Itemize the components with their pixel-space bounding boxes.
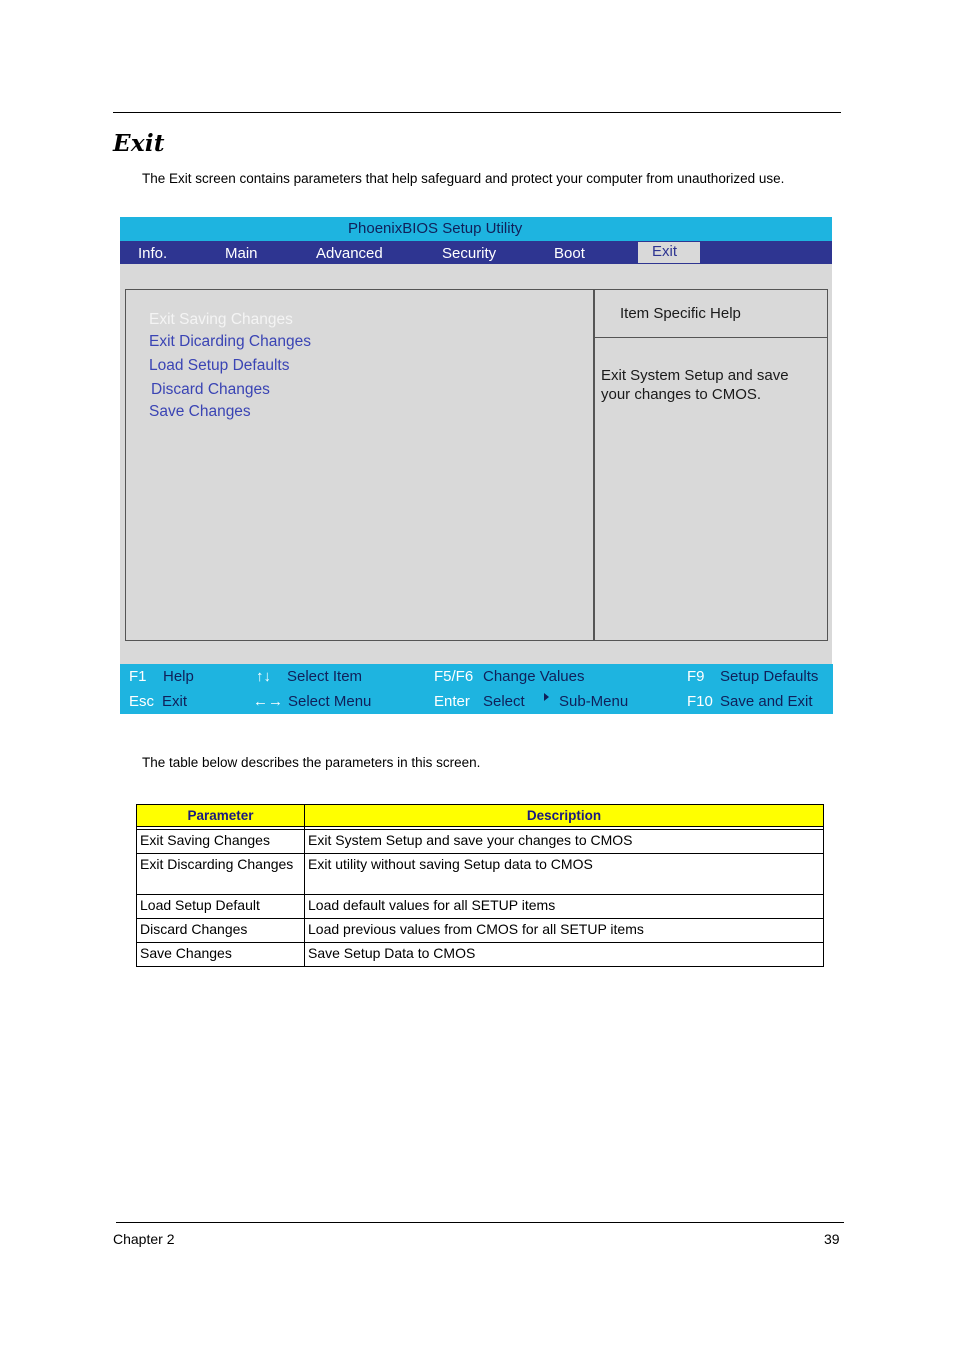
header-parameter: Parameter	[137, 805, 305, 827]
key-select-item-label: Select Item	[287, 668, 363, 685]
key-esc: Esc	[129, 693, 155, 710]
parameter-table	[136, 804, 824, 967]
bios-title-bar	[120, 217, 832, 241]
table-intro: The table below describes the parameters in this screen.	[142, 755, 481, 770]
param-cell: Exit Discarding Changes	[137, 854, 305, 895]
top-rule	[113, 112, 841, 113]
key-f1: F1	[129, 668, 147, 685]
footer-page-number: 39	[824, 1231, 840, 1247]
key-leftright-arrows: ←→	[253, 693, 283, 710]
bios-title: PhoenixBIOS Setup Utility	[348, 220, 523, 237]
option-save-changes[interactable]: Save Changes	[149, 403, 251, 420]
description-cell: Load default values for all SETUP items	[305, 895, 824, 919]
description-cell: Save Setup Data to CMOS	[305, 943, 824, 967]
intro-text: The Exit screen contains parameters that help safeguard and protect your computer from unauthorized use.	[142, 171, 785, 186]
help-text: Exit System Setup and save your changes to CMOS.	[601, 367, 789, 403]
param-cell: Exit Saving Changes	[137, 830, 305, 854]
key-setup-defaults-label: Setup Defaults	[720, 668, 819, 685]
help-panel	[593, 289, 828, 641]
header-description: Description	[305, 805, 824, 827]
option-exit-saving-changes[interactable]: Exit Saving Changes	[149, 311, 293, 328]
table-row	[137, 854, 824, 895]
menu-security[interactable]: Security	[442, 245, 497, 262]
param-cell: Save Changes	[137, 943, 305, 967]
help-title: Item Specific Help	[620, 305, 741, 322]
option-exit-discarding-changes[interactable]: Exit Dicarding Changes	[149, 333, 311, 350]
key-f9: F9	[687, 668, 705, 685]
key-f10: F10	[687, 693, 713, 710]
description-cell: Exit utility without saving Setup data to CMOS	[305, 854, 824, 895]
page-title: Exit	[113, 130, 165, 157]
bottom-rule	[116, 1222, 844, 1223]
param-cell: Load Setup Default	[137, 895, 305, 919]
key-enter: Enter	[434, 693, 470, 710]
option-discard-changes[interactable]: Discard Changes	[151, 381, 270, 398]
table-row	[137, 919, 824, 943]
key-save-and-exit-label: Save and Exit	[720, 693, 813, 710]
menu-boot[interactable]: Boot	[554, 245, 585, 262]
key-help-label: Help	[163, 668, 194, 685]
help-divider	[594, 337, 827, 338]
bios-screenshot	[120, 217, 832, 714]
key-exit-label: Exit	[162, 693, 188, 710]
param-cell: Discard Changes	[137, 919, 305, 943]
submenu-arrow-icon	[544, 693, 549, 701]
menu-advanced[interactable]: Advanced	[316, 245, 383, 262]
description-cell: Exit System Setup and save your changes to CMOS	[305, 830, 824, 854]
bios-key-legend	[120, 664, 833, 714]
bios-menu-bar	[120, 241, 832, 264]
menu-info[interactable]: Info.	[138, 245, 168, 262]
table-row	[137, 895, 824, 919]
key-sub-menu-label: Sub-Menu	[559, 693, 629, 710]
menu-exit[interactable]: Exit	[638, 242, 700, 263]
menu-main[interactable]: Main	[225, 245, 258, 262]
key-select-menu-label: Select Menu	[288, 693, 372, 710]
key-updown-arrows: ↑↓	[256, 668, 271, 685]
description-cell: Load previous values from CMOS for all SETUP items	[305, 919, 824, 943]
key-select-label: Select	[483, 693, 525, 710]
key-f5f6: F5/F6	[434, 668, 474, 685]
table-row	[137, 830, 824, 854]
table-row	[137, 943, 824, 967]
options-panel	[125, 289, 595, 641]
footer-chapter: Chapter 2	[113, 1231, 175, 1247]
option-load-setup-defaults[interactable]: Load Setup Defaults	[149, 357, 290, 374]
key-change-values-label: Change Values	[483, 668, 585, 685]
